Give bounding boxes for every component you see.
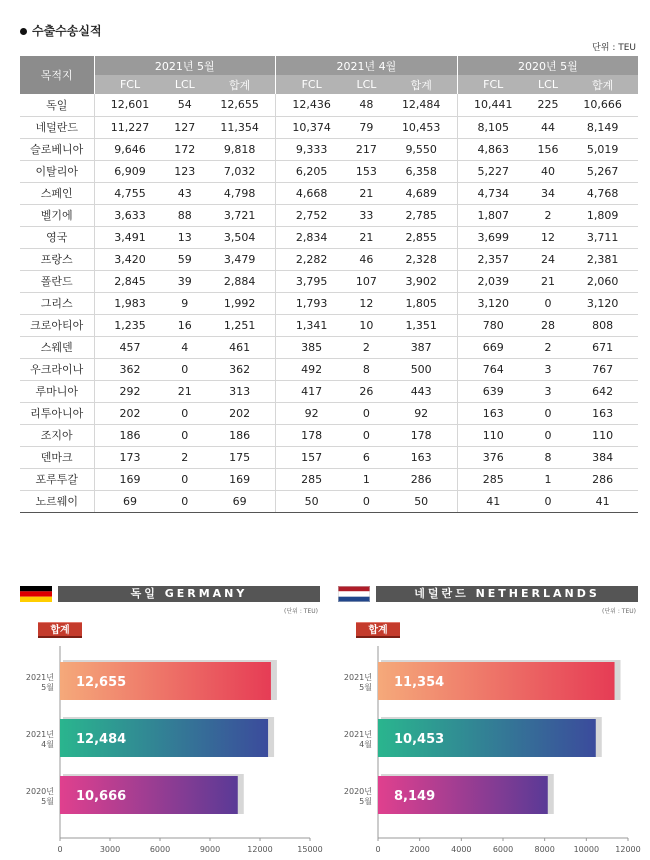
value-cell: 107: [347, 270, 386, 292]
dest-cell: 네덜란드: [20, 116, 94, 138]
value-cell: 0: [166, 402, 205, 424]
dest-cell: 크로아티아: [20, 314, 94, 336]
value-cell: 43: [166, 182, 205, 204]
value-cell: 110: [567, 424, 638, 446]
value-cell: 48: [347, 94, 386, 116]
value-cell: 642: [567, 380, 638, 402]
value-cell: 8: [347, 358, 386, 380]
value-cell: 3,504: [204, 226, 276, 248]
section-title-text: 수출수송실적: [32, 24, 102, 38]
sub-header: LCL: [529, 75, 568, 94]
dest-cell: 그리스: [20, 292, 94, 314]
value-cell: 500: [386, 358, 458, 380]
dest-cell: 노르웨이: [20, 490, 94, 512]
value-cell: 4: [166, 336, 205, 358]
value-cell: 50: [386, 490, 458, 512]
value-cell: 163: [567, 402, 638, 424]
value-cell: 9,818: [204, 138, 276, 160]
value-cell: 10: [347, 314, 386, 336]
value-cell: 0: [166, 468, 205, 490]
value-cell: 3: [529, 380, 568, 402]
dest-cell: 우크라이나: [20, 358, 94, 380]
value-cell: 285: [457, 468, 529, 490]
value-cell: 1,793: [276, 292, 348, 314]
bar-value-label: 10,453: [394, 732, 445, 747]
value-cell: 46: [347, 248, 386, 270]
value-cell: 127: [166, 116, 205, 138]
value-cell: 12: [529, 226, 568, 248]
x-tick-label: 6000: [492, 845, 514, 854]
value-cell: 7,032: [204, 160, 276, 182]
table-row: [20, 138, 638, 160]
value-cell: 808: [567, 314, 638, 336]
group-header: 2021년 4월: [276, 56, 458, 75]
value-cell: 362: [94, 358, 166, 380]
value-cell: 186: [94, 424, 166, 446]
value-cell: 2,060: [567, 270, 638, 292]
table-row: [20, 160, 638, 182]
table-row: [20, 380, 638, 402]
value-cell: 2: [347, 336, 386, 358]
value-cell: 669: [457, 336, 529, 358]
value-cell: 8,149: [567, 116, 638, 138]
table-row: [20, 468, 638, 490]
value-cell: 156: [529, 138, 568, 160]
value-cell: 2: [529, 336, 568, 358]
value-cell: 123: [166, 160, 205, 182]
dest-cell: 벨기에: [20, 204, 94, 226]
value-cell: 69: [204, 490, 276, 512]
x-tick-label: 2000: [409, 845, 430, 854]
value-cell: 41: [567, 490, 638, 512]
value-cell: 4,768: [567, 182, 638, 204]
dest-cell: 루마니아: [20, 380, 94, 402]
table-row: [20, 292, 638, 314]
value-cell: 443: [386, 380, 458, 402]
value-cell: 2,785: [386, 204, 458, 226]
value-cell: 21: [347, 182, 386, 204]
value-cell: 16: [166, 314, 205, 336]
value-cell: 12,484: [386, 94, 458, 116]
value-cell: 4,798: [204, 182, 276, 204]
value-cell: 492: [276, 358, 348, 380]
value-cell: 387: [386, 336, 458, 358]
section-title: [20, 22, 102, 39]
category-label: 5월: [359, 797, 372, 806]
total-badge: 합계: [356, 622, 400, 638]
x-tick-label: 6000: [149, 845, 171, 854]
value-cell: 1,809: [567, 204, 638, 226]
value-cell: 2,039: [457, 270, 529, 292]
value-cell: 12,601: [94, 94, 166, 116]
value-cell: 10,453: [386, 116, 458, 138]
chart-title: 독일 GERMANY: [58, 586, 320, 602]
value-cell: 6,358: [386, 160, 458, 182]
value-cell: 0: [166, 358, 205, 380]
table-row: [20, 490, 638, 512]
value-cell: 2,752: [276, 204, 348, 226]
value-cell: 39: [166, 270, 205, 292]
value-cell: 21: [166, 380, 205, 402]
dest-cell: 프랑스: [20, 248, 94, 270]
value-cell: 157: [276, 446, 348, 468]
category-label: 2021년: [25, 673, 54, 682]
germany-panel: [20, 586, 323, 856]
bullet-icon: [20, 28, 27, 35]
dest-cell: 이탈리아: [20, 160, 94, 182]
x-tick-label: 8000: [534, 845, 555, 854]
value-cell: 286: [567, 468, 638, 490]
value-cell: 24: [529, 248, 568, 270]
value-cell: 12,436: [276, 94, 348, 116]
value-cell: 153: [347, 160, 386, 182]
value-cell: 0: [529, 292, 568, 314]
value-cell: 6: [347, 446, 386, 468]
value-cell: 4,734: [457, 182, 529, 204]
value-cell: 0: [347, 490, 386, 512]
value-cell: 13: [166, 226, 205, 248]
value-cell: 10,374: [276, 116, 348, 138]
value-cell: 385: [276, 336, 348, 358]
value-cell: 3,699: [457, 226, 529, 248]
value-cell: 3,711: [567, 226, 638, 248]
value-cell: 11,354: [204, 116, 276, 138]
category-label: 2021년: [25, 730, 54, 739]
category-label: 4월: [41, 740, 54, 749]
value-cell: 313: [204, 380, 276, 402]
group-header: 2020년 5월: [457, 56, 638, 75]
bar-value-label: 12,484: [76, 732, 127, 747]
sub-header: FCL: [94, 75, 166, 94]
table-row: [20, 424, 638, 446]
x-tick-label: 0: [57, 845, 63, 854]
value-cell: 2,357: [457, 248, 529, 270]
value-cell: 28: [529, 314, 568, 336]
table-row: [20, 182, 638, 204]
value-cell: 11,227: [94, 116, 166, 138]
value-cell: 457: [94, 336, 166, 358]
value-cell: 110: [457, 424, 529, 446]
value-cell: 1,351: [386, 314, 458, 336]
value-cell: 5,227: [457, 160, 529, 182]
table-row: [20, 248, 638, 270]
value-cell: 292: [94, 380, 166, 402]
value-cell: 3: [529, 358, 568, 380]
table-row: [20, 270, 638, 292]
value-cell: 4,863: [457, 138, 529, 160]
category-label: 4월: [359, 740, 372, 749]
value-cell: 169: [94, 468, 166, 490]
export-table: [20, 56, 638, 513]
value-cell: 0: [347, 402, 386, 424]
value-cell: 34: [529, 182, 568, 204]
germany-flag-icon: [20, 586, 52, 602]
table-row: [20, 446, 638, 468]
chart-unit: (단위 : TEU): [284, 608, 318, 615]
value-cell: 173: [94, 446, 166, 468]
group-header: 2021년 5월: [94, 56, 276, 75]
dest-header: 목적지: [20, 56, 94, 94]
sub-header: 합계: [204, 75, 276, 94]
x-tick-label: 3000: [99, 845, 121, 854]
value-cell: 1,983: [94, 292, 166, 314]
bar-value-label: 8,149: [394, 789, 436, 804]
value-cell: 169: [204, 468, 276, 490]
category-label: 5월: [41, 797, 54, 806]
value-cell: 40: [529, 160, 568, 182]
value-cell: 2,282: [276, 248, 348, 270]
value-cell: 33: [347, 204, 386, 226]
total-badge: 합계: [38, 622, 82, 638]
dest-cell: 스페인: [20, 182, 94, 204]
value-cell: 202: [204, 402, 276, 424]
value-cell: 9,333: [276, 138, 348, 160]
value-cell: 4,689: [386, 182, 458, 204]
value-cell: 178: [386, 424, 458, 446]
value-cell: 10,666: [567, 94, 638, 116]
value-cell: 26: [347, 380, 386, 402]
chart-title: 네덜란드 NETHERLANDS: [376, 586, 638, 602]
value-cell: 1,992: [204, 292, 276, 314]
value-cell: 780: [457, 314, 529, 336]
category-label: 2020년: [25, 787, 54, 796]
dest-cell: 폴란드: [20, 270, 94, 292]
bar-value-label: 12,655: [76, 675, 127, 690]
sub-header: FCL: [276, 75, 348, 94]
value-cell: 12: [347, 292, 386, 314]
value-cell: 44: [529, 116, 568, 138]
netherlands-flag-icon: [338, 586, 370, 602]
table-row: [20, 314, 638, 336]
value-cell: 59: [166, 248, 205, 270]
x-tick-label: 0: [375, 845, 381, 854]
netherlands-panel: [338, 586, 641, 856]
value-cell: 6,205: [276, 160, 348, 182]
value-cell: 1,805: [386, 292, 458, 314]
value-cell: 0: [347, 424, 386, 446]
value-cell: 50: [276, 490, 348, 512]
bar-value-label: 11,354: [394, 675, 445, 690]
value-cell: 1: [347, 468, 386, 490]
x-tick-label: 4000: [451, 845, 472, 854]
unit-label: 단위 : TEU: [592, 43, 636, 53]
value-cell: 384: [567, 446, 638, 468]
value-cell: 12,655: [204, 94, 276, 116]
value-cell: 2,884: [204, 270, 276, 292]
dest-cell: 스웨덴: [20, 336, 94, 358]
value-cell: 5,019: [567, 138, 638, 160]
value-cell: 767: [567, 358, 638, 380]
table-row: [20, 94, 638, 116]
value-cell: 461: [204, 336, 276, 358]
value-cell: 2,328: [386, 248, 458, 270]
value-cell: 285: [276, 468, 348, 490]
value-cell: 21: [347, 226, 386, 248]
value-cell: 69: [94, 490, 166, 512]
value-cell: 1: [529, 468, 568, 490]
value-cell: 79: [347, 116, 386, 138]
netherlands-bar-chart: [338, 636, 641, 856]
value-cell: 417: [276, 380, 348, 402]
value-cell: 1,235: [94, 314, 166, 336]
x-tick-label: 9000: [199, 845, 221, 854]
table-row: [20, 204, 638, 226]
x-tick-label: 10000: [573, 845, 600, 854]
value-cell: 6,909: [94, 160, 166, 182]
value-cell: 225: [529, 94, 568, 116]
category-label: 5월: [359, 683, 372, 692]
value-cell: 3,120: [567, 292, 638, 314]
value-cell: 1,251: [204, 314, 276, 336]
dest-cell: 독일: [20, 94, 94, 116]
value-cell: 41: [457, 490, 529, 512]
value-cell: 54: [166, 94, 205, 116]
value-cell: 0: [529, 424, 568, 446]
category-label: 2021년: [343, 673, 372, 682]
category-label: 5월: [41, 683, 54, 692]
dest-cell: 포루투갈: [20, 468, 94, 490]
table-row: [20, 402, 638, 424]
value-cell: 92: [386, 402, 458, 424]
value-cell: 2: [166, 446, 205, 468]
chart-unit: (단위 : TEU): [602, 608, 636, 615]
value-cell: 3,479: [204, 248, 276, 270]
value-cell: 2,855: [386, 226, 458, 248]
value-cell: 9: [166, 292, 205, 314]
value-cell: 8,105: [457, 116, 529, 138]
value-cell: 21: [529, 270, 568, 292]
value-cell: 0: [529, 490, 568, 512]
value-cell: 163: [457, 402, 529, 424]
value-cell: 10,441: [457, 94, 529, 116]
value-cell: 2,834: [276, 226, 348, 248]
value-cell: 639: [457, 380, 529, 402]
value-cell: 376: [457, 446, 529, 468]
value-cell: 3,902: [386, 270, 458, 292]
value-cell: 3,795: [276, 270, 348, 292]
dest-cell: 덴마크: [20, 446, 94, 468]
value-cell: 8: [529, 446, 568, 468]
value-cell: 178: [276, 424, 348, 446]
value-cell: 175: [204, 446, 276, 468]
table-row: [20, 358, 638, 380]
germany-bar-chart: [20, 636, 323, 856]
sub-header: 합계: [386, 75, 458, 94]
value-cell: 4,755: [94, 182, 166, 204]
value-cell: 88: [166, 204, 205, 226]
x-tick-label: 12000: [615, 845, 641, 854]
sub-header: 합계: [567, 75, 638, 94]
value-cell: 3,633: [94, 204, 166, 226]
sub-header: LCL: [166, 75, 205, 94]
value-cell: 0: [529, 402, 568, 424]
value-cell: 5,267: [567, 160, 638, 182]
bar-value-label: 10,666: [76, 789, 127, 804]
dest-cell: 조지아: [20, 424, 94, 446]
value-cell: 3,420: [94, 248, 166, 270]
value-cell: 1,341: [276, 314, 348, 336]
value-cell: 92: [276, 402, 348, 424]
category-label: 2020년: [343, 787, 372, 796]
table-row: [20, 116, 638, 138]
x-tick-label: 15000: [297, 845, 323, 854]
value-cell: 764: [457, 358, 529, 380]
value-cell: 202: [94, 402, 166, 424]
value-cell: 9,550: [386, 138, 458, 160]
value-cell: 172: [166, 138, 205, 160]
value-cell: 3,120: [457, 292, 529, 314]
value-cell: 362: [204, 358, 276, 380]
table-row: [20, 336, 638, 358]
sub-header: FCL: [457, 75, 529, 94]
value-cell: 9,646: [94, 138, 166, 160]
table-row: [20, 226, 638, 248]
value-cell: 217: [347, 138, 386, 160]
value-cell: 0: [166, 490, 205, 512]
category-label: 2021년: [343, 730, 372, 739]
value-cell: 0: [166, 424, 205, 446]
value-cell: 163: [386, 446, 458, 468]
value-cell: 2,845: [94, 270, 166, 292]
value-cell: 1,807: [457, 204, 529, 226]
dest-cell: 슬로베니아: [20, 138, 94, 160]
dest-cell: 영국: [20, 226, 94, 248]
value-cell: 3,721: [204, 204, 276, 226]
dest-cell: 리투아니아: [20, 402, 94, 424]
value-cell: 671: [567, 336, 638, 358]
value-cell: 186: [204, 424, 276, 446]
value-cell: 2,381: [567, 248, 638, 270]
value-cell: 2: [529, 204, 568, 226]
sub-header: LCL: [347, 75, 386, 94]
value-cell: 3,491: [94, 226, 166, 248]
value-cell: 286: [386, 468, 458, 490]
x-tick-label: 12000: [247, 845, 273, 854]
value-cell: 4,668: [276, 182, 348, 204]
